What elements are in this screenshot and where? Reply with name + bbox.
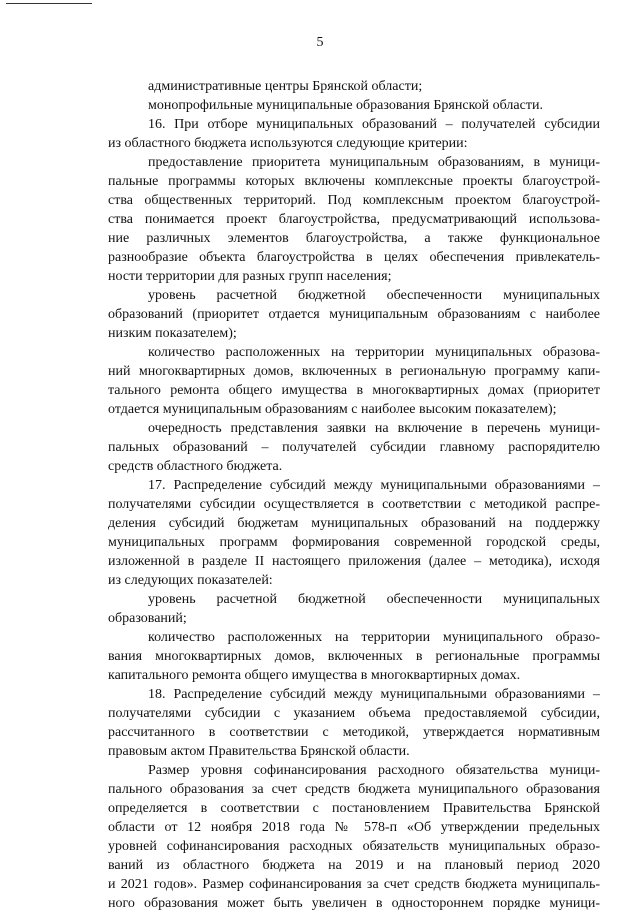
page-number: 5 bbox=[316, 35, 324, 50]
text-line: из следующих показателей: bbox=[108, 573, 273, 588]
text-line: очередность представления заявки на включение в перечень муници- bbox=[148, 421, 600, 436]
text-line: ства общественных территорий. Под комплексным проектом благоустрой- bbox=[108, 193, 600, 208]
text-line: Размер уровня софинансирования расходного обязательства муници- bbox=[148, 763, 600, 778]
text-line: вания многоквартирных домов, включенных в региональные программы bbox=[108, 649, 600, 664]
text-line: ного образования может быть увеличен в одностороннем порядке муници- bbox=[108, 896, 600, 911]
text-line: и 2021 годов». Размер софинансирования за счет средств бюджета муниципаль- bbox=[108, 877, 600, 892]
text-line: тального ремонта общего имущества в многоквартирных домах (приоритет bbox=[108, 383, 600, 398]
text-line: монопрофильные муниципальные образования Брянской области. bbox=[148, 98, 543, 113]
text-line: получателями субсидии с указанием объема предоставляемой субсидии, bbox=[108, 706, 600, 721]
text-line: отдается муниципальным образованиям с наиболее высоким показателем); bbox=[108, 402, 557, 417]
text-line: рассчитанного в соответствии с методикой, утверждается нормативным bbox=[108, 725, 600, 740]
text-line: получателями субсидии осуществляется в соответствии с методикой распре- bbox=[108, 497, 600, 512]
text-line: административные центры Брянской области; bbox=[148, 79, 423, 94]
text-line: изложенной в разделе II настоящего приложения (далее – методика), исходя bbox=[108, 554, 600, 569]
text-line: 17. Распределение субсидий между муниципальными образованиями – bbox=[148, 478, 600, 493]
text-line: деления субсидий бюджетам муниципальных образований на поддержку bbox=[108, 516, 600, 531]
text-line: количество расположенных на территории муниципальных образова- bbox=[148, 345, 600, 360]
text-line: средств областного бюджета. bbox=[108, 459, 283, 474]
document-body bbox=[108, 77, 600, 913]
text-line: образований (приоритет отдается муниципальным образованиям с наиболее bbox=[108, 307, 600, 322]
text-line: уровней софинансирования расходных обязательств муниципальных образо- bbox=[108, 839, 600, 854]
text-line: ваний из областного бюджета на 2019 и на плановый период 2020 bbox=[108, 858, 600, 873]
text-line: образований; bbox=[108, 611, 187, 626]
text-line: низким показателем); bbox=[108, 326, 237, 341]
text-line: количество расположенных на территории муниципального образо- bbox=[148, 630, 600, 645]
text-line: пального образования за счет средств бюджета муниципального образования bbox=[108, 782, 600, 797]
text-line: предоставление приоритета муниципальным образованиям, в муници- bbox=[148, 155, 600, 170]
text-line: ности территории для разных групп населения; bbox=[108, 269, 392, 284]
text-line: правовым актом Правительства Брянской области. bbox=[108, 744, 410, 759]
text-line: 16. При отборе муниципальных образований – получателей субсидии bbox=[148, 117, 600, 132]
text-line: ства понимается проект благоустройства, предусматривающий использова- bbox=[108, 212, 600, 227]
text-line: ний многоквартирных домов, включенных в региональную программу капи- bbox=[108, 364, 600, 379]
top-rule bbox=[6, 3, 92, 4]
text-line: 18. Распределение субсидий между муниципальными образованиями – bbox=[148, 687, 600, 702]
text-line: области от 12 ноября 2018 года № 578-п «Об утверждении предельных bbox=[108, 820, 600, 835]
text-line: разнообразие объекта благоустройства в целях обеспечения привлекатель- bbox=[108, 250, 600, 265]
text-line: пальные программы которых включены комплексные проекты благоустрой- bbox=[108, 174, 600, 189]
text-line: определяется в соответствии с постановлением Правительства Брянской bbox=[108, 801, 600, 816]
text-line: уровень расчетной бюджетной обеспеченности муниципальных bbox=[148, 592, 600, 607]
text-line: уровень расчетной бюджетной обеспеченности муниципальных bbox=[148, 288, 600, 303]
text-line: ние различных элементов благоустройства, а также функциональное bbox=[108, 231, 600, 246]
text-line: пальных образований – получателей субсидии главному распорядителю bbox=[108, 440, 600, 455]
text-line: капитального ремонта общего имущества в многоквартирных домах. bbox=[108, 668, 521, 683]
text-line: муниципальных программ формирования современной городской среды, bbox=[108, 535, 600, 550]
text-line: из областного бюджета используются следующие критерии: bbox=[108, 136, 468, 151]
